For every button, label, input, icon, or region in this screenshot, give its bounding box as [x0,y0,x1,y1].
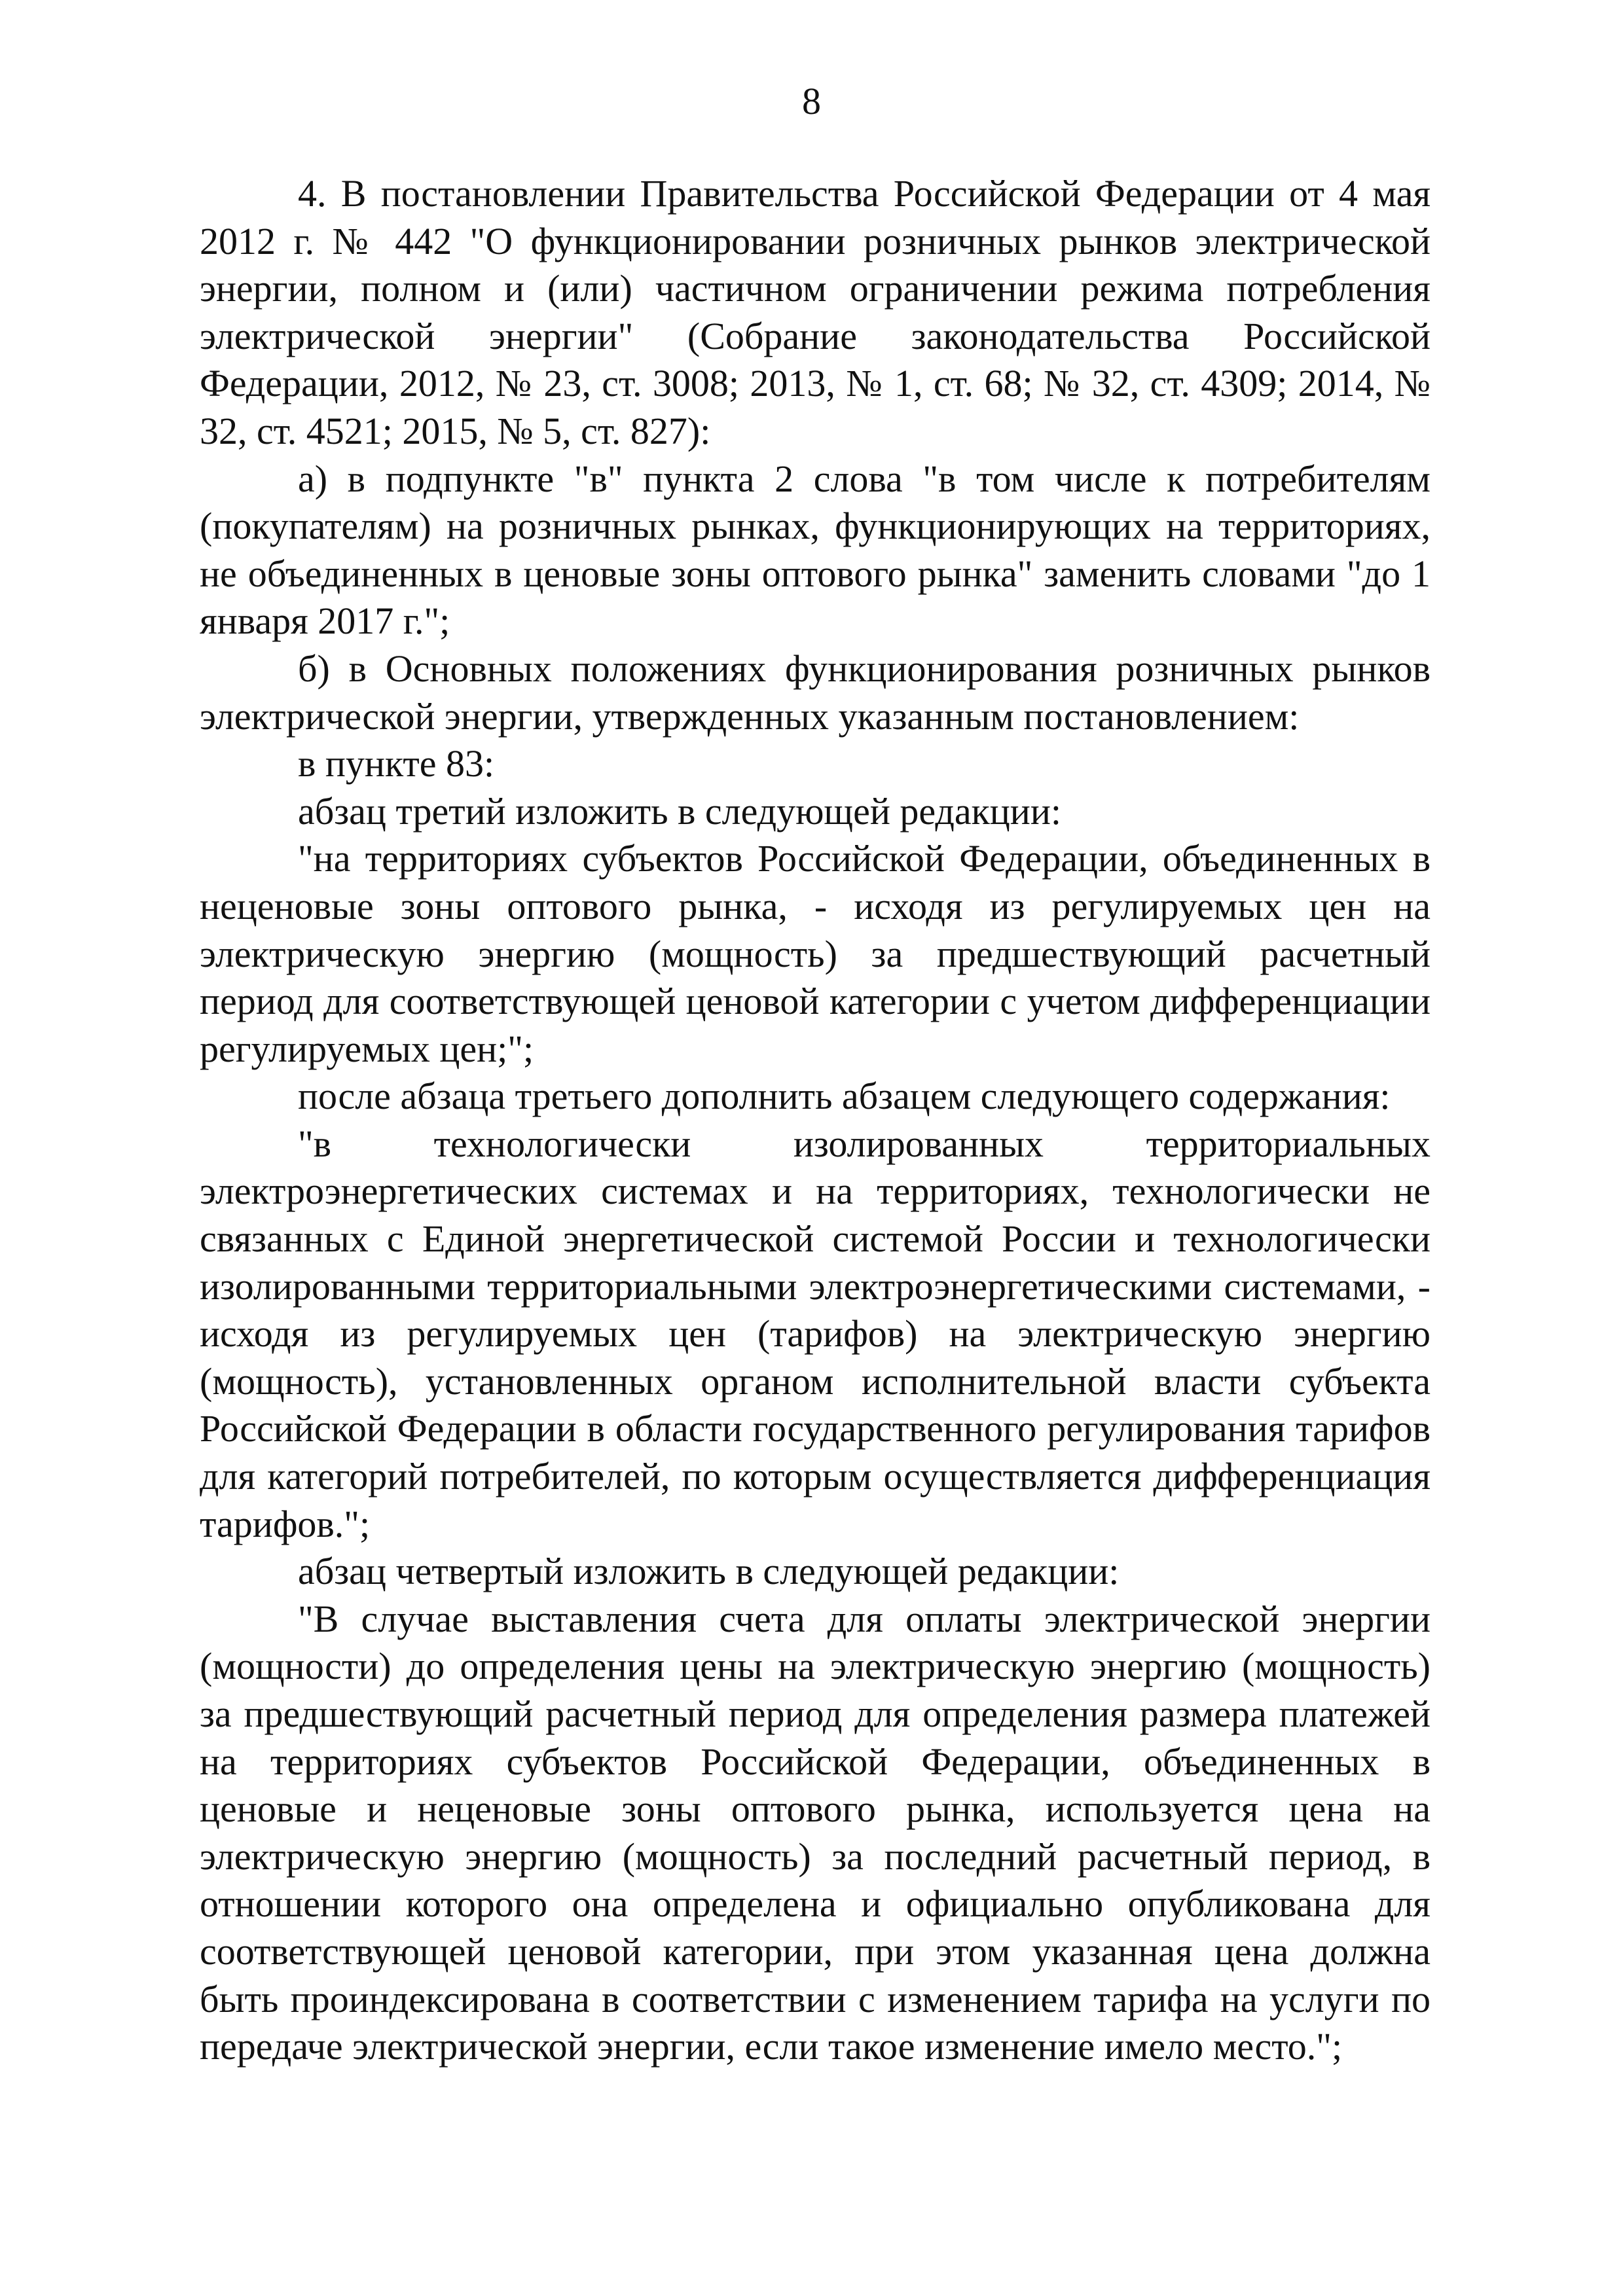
paragraph-quote-added: "в технологически изолированных территориальных электроэнергетических системах и на территориях, технологически не связанных с Единой энергетической системой России и технологически изолированными территориальными электроэнергетическими системами, - исходя из регулируемых цен (тарифов) на электрическую энергию (мощность), установленных органом исполнительной власти субъекта Российской Федерации в области государственного регулирования тарифов для категорий потребителей, по которым осуществляется дифференциация тарифов."; [200,1122,1431,1545]
paragraph-instruction-fourth: абзац четвертый изложить в следующей редакции: [298,1550,1120,1593]
paragraph-instruction-add: после абзаца третьего дополнить абзацем следующего содержания: [298,1075,1391,1118]
page-number: 8 [802,80,821,122]
paragraph-quote-third: "на территориях субъектов Российской Федерации, объединенных в неценовые зоны оптового рынка, - исходя из регулируемых цен на электрическую энергию (мощность) за предшествующий расчетный период для соответствующей ценовой категории с учетом дифференциации регулируемых цен;"; [200,837,1431,1070]
paragraph-quote-fourth: "В случае выставления счета для оплаты электрической энергии (мощности) до определения цены на электрическую энергию (мощность) за предшествующий расчетный период для определения размера платежей на территориях субъектов Российской Федерации, объединенных в ценовые и неценовые зоны оптового рынка, используется цена на электрическую энергию (мощность) за последний расчетный период, в отношении которого она определена и официально опубликована для соответствующей ценовой категории, при этом указанная цена должна быть проиндексирована в соответствии с изменением тарифа на услуги по передаче электрической энергии, если такое изменение имело место."; [200,1597,1431,2068]
paragraph-instruction-third: абзац третий изложить в следующей редакции: [298,789,1062,833]
paragraph-subitem-b: б) в Основных положениях функционирования розничных рынков электрической энергии, утвержденных указанным постановлением: [200,647,1431,738]
document-body [200,170,1431,2071]
paragraph-item-4: 4. В постановлении Правительства Российской Федерации от 4 мая 2012 г. № 442 "О функционировании розничных рынков электрической энергии, полном и (или) частичном ограничении режима потребления электрической энергии" (Собрание законодательства Российской Федерации, 2012, № 23, ст. 3008; 2013, № 1, ст. 68; № 32, ст. 4309; 2014, № 32, ст. 4521; 2015, № 5, ст. 827): [200,172,1431,452]
paragraph-point-83: в пункте 83: [298,742,495,785]
paragraph-subitem-a: а) в подпункте "в" пункта 2 слова "в том числе к потребителям (покупателям) на розничных рынках, функционирующих на территориях, не объединенных в ценовые зоны оптового рынка" заменить словами "до 1 января 2017 г."; [200,457,1431,643]
